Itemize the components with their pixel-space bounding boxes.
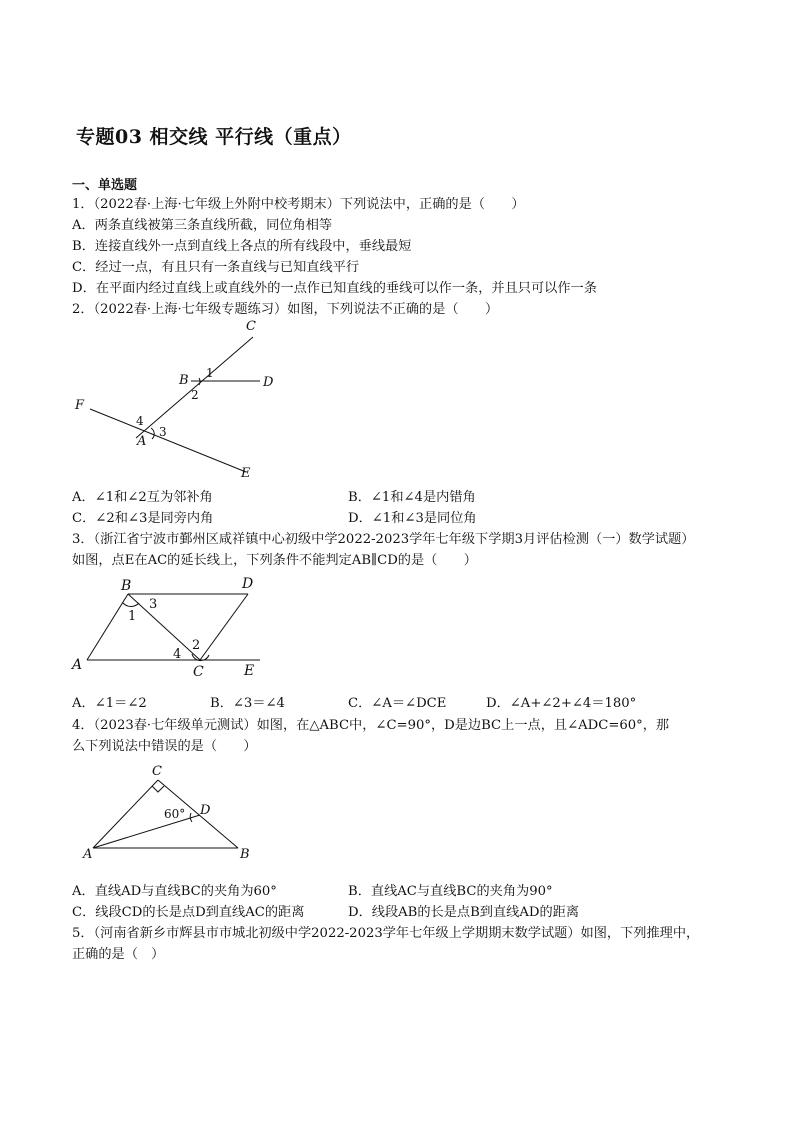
question-3-stem-line-1: 3．（浙江省宁波市鄞州区咸祥镇中心初级中学2022-2023学年七年级下学期3月评估检测（一）数学试题） xyxy=(72,532,695,547)
right-angle-mark xyxy=(152,786,164,792)
label-d: D xyxy=(200,803,211,818)
question-5-stem-line-2: 正确的是（ ） xyxy=(72,947,165,962)
section-heading: 一、单选题 xyxy=(72,178,138,193)
question-3-option-c: C．∠A＝∠DCE xyxy=(348,696,447,711)
label-f: F xyxy=(75,398,85,413)
question-1-option-a: A．两条直线被第三条直线所截，同位角相等 xyxy=(72,218,333,233)
question-3-option-b: B．∠3＝∠4 xyxy=(210,696,285,711)
question-2-option-d: D．∠1和∠3是同位角 xyxy=(348,511,477,526)
question-2-stem: 2．（2022春·上海·七年级专题练习）如图，下列说法不正确的是（ ） xyxy=(72,302,499,317)
line-ab xyxy=(87,594,128,660)
label-a: A xyxy=(137,434,147,449)
question-3-option-d: D．∠A+∠2+∠4＝180° xyxy=(486,696,637,711)
question-1-option-d: D．在平面内经过直线上或直线外的一点作已知直线的垂线可以作一条，并且只可以作一条 xyxy=(72,281,597,296)
question-2-option-a: A．∠1和∠2互为邻补角 xyxy=(72,490,213,505)
question-1-option-c: C．经过一点，有且只有一条直线与已知直线平行 xyxy=(72,260,360,275)
label-angle-60: 60° xyxy=(164,807,186,821)
label-e: E xyxy=(244,663,255,679)
question-3-option-a: A．∠1＝∠2 xyxy=(72,696,147,711)
question-2-option-c: C．∠2和∠3是同旁内角 xyxy=(72,511,214,526)
label-angle-4: 4 xyxy=(173,647,182,662)
label-c: C xyxy=(246,319,256,334)
question-4-option-a: A．直线AD与直线BC的夹角为60° xyxy=(72,884,277,899)
label-b: B xyxy=(240,847,250,862)
question-3-stem-line-2: 如图，点E在AC的延长线上，下列条件不能判定AB∥CD的是（ ） xyxy=(72,553,477,568)
label-b: B xyxy=(179,373,189,388)
line-cd xyxy=(200,594,248,660)
label-angle-1: 1 xyxy=(128,609,137,624)
page-title: 专题03 相交线 平行线（重点） xyxy=(76,126,352,148)
label-a: A xyxy=(83,847,93,862)
label-angle-3: 3 xyxy=(159,425,167,439)
question-2-figure xyxy=(70,315,290,480)
label-angle-2: 2 xyxy=(192,638,201,653)
question-4-option-c: C．线段CD的长是点D到直线AC的距离 xyxy=(72,905,305,920)
question-2-option-b: B．∠1和∠4是内错角 xyxy=(348,490,476,505)
question-4-stem-line-2: 么下列说法中错误的是（ ） xyxy=(72,739,257,754)
label-d: D xyxy=(263,375,274,390)
question-1-option-b: B．连接直线外一点到直线上各点的所有线段中，垂线最短 xyxy=(72,239,412,254)
label-d: D xyxy=(242,576,254,592)
question-4-stem-line-1: 4．（2023春·七年级单元测试）如图，在△ABC中，∠C=90°，D是边BC上一点，且∠ADC=60°，那 xyxy=(72,718,670,733)
label-a: A xyxy=(72,657,83,673)
label-angle-1: 1 xyxy=(206,366,214,380)
label-c: C xyxy=(193,664,204,680)
label-b: B xyxy=(121,578,132,594)
question-4-option-b: B．直线AC与直线BC的夹角为90° xyxy=(348,884,553,899)
question-3-figure xyxy=(70,572,280,687)
question-4-option-d: D．线段AB的长是点B到直线AD的距离 xyxy=(348,905,580,920)
line-fe xyxy=(90,409,246,472)
angle-arc-b xyxy=(123,603,139,606)
label-c: C xyxy=(152,764,162,779)
question-5-stem-line-1: 5．（河南省新乡市辉县市市城北初级中学2022-2023学年七年级上学期期末数学试题）如图，下列推理中， xyxy=(72,926,700,941)
label-angle-3: 3 xyxy=(149,597,158,612)
question-4-figure xyxy=(78,760,268,865)
label-e: E xyxy=(241,466,251,480)
label-angle-2: 2 xyxy=(191,388,199,402)
label-angle-4: 4 xyxy=(136,414,144,428)
question-1-stem: 1．（2022春·上海·七年级上外附中校考期末）下列说法中，正确的是（ ） xyxy=(72,197,525,212)
